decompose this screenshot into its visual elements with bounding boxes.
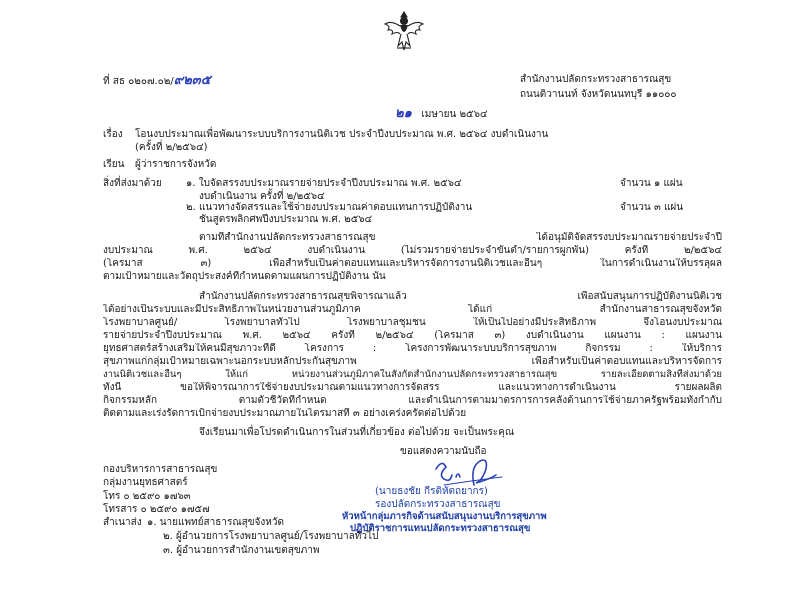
paragraph-1-line-3: (โครมาส ๓) เพื่อสำหรับเป็นค่าตอบแทนและบริหารจัดการงานนิติเวชและอื่นๆ ในการดำเนินงานให้บรรลุผล (103, 258, 722, 269)
cc-item-3: ๓. ผู้อำนวยการสำนักงานเขตสุขภาพ (163, 545, 320, 556)
sender-group: กลุ่มงานยุทธศาสตร์ (103, 477, 188, 488)
sender-fax: โทรสาร ๐ ๒๕๙๐ ๑๗๕๗ (103, 504, 210, 515)
reference-prefix: ที่ สธ ๐๒๐๗.๐๒/ (103, 76, 174, 87)
signer-name: (นายธงชัย กีรติหัตถยากร) (375, 486, 488, 497)
paragraph-2-line-5: ยุทธศาสตร์สร้างเสริมให้คนมีสุขภาวะที่ดี โครงการ : โครงการพัฒนาระบบบริการสุขภาพ กิจกรรม : ให้บริการ (103, 343, 722, 354)
office-address: ถนนติวานนท์ จังหวัดนนทบุรี ๑๑๐๐๐ (520, 89, 677, 100)
sender-telephone: โทร ๐ ๒๕๙๐ ๑๗๖๓ (103, 491, 191, 502)
closing-sentence: จึงเรียนมาเพื่อโปรดดำเนินการในส่วนที่เกี่ยวข้อง ต่อไปด้วย จะเป็นพระคุณ (199, 427, 515, 438)
enclosure-item-2-quantity: จำนวน ๓ แผ่น (620, 202, 684, 213)
paragraph-2-line-6: สุขภาพแก่กลุ่มเป้าหมายเฉพาะนอกระบบหลักประกันสุขภาพ เพื่อสำหรับเป็นค่าตอบแทนและบริหารจัดการ (103, 356, 722, 367)
paragraph-2-line-1: สำนักงานปลัดกระทรวงสาธารณสุขพิจารณาแล้ว เพื่อสนับสนุนการปฏิบัติงานนิติเวช (199, 291, 722, 302)
reference-number-handwritten: ๙๒๓๕ (173, 73, 211, 88)
office-name: สำนักงานปลัดกระทรวงสาธารณสุข (520, 74, 672, 85)
signer-title-1: รองปลัดกระทรวงสาธารณสุข (375, 499, 501, 510)
enclosure-item-2-line-1: ๒. แนวทางจัดสรรและใช้จ่ายงบประมาณค่าตอบแทนการปฏิบัติงาน (186, 202, 473, 213)
regards: ขอแสดงความนับถือ (400, 446, 487, 457)
subject-label: เรื่อง (103, 129, 123, 140)
sender-department: กองบริหารการสาธารณสุข (103, 464, 218, 475)
signer-title-3: ปฏิบัติราชการแทนปลัดกระทรวงสาธารณสุข (350, 523, 531, 534)
salutation-text: ผู้ว่าราชการจังหวัด (135, 159, 217, 170)
enclosure-item-2-line-2: ชันสูตรพลิกศพปีงบประมาณ พ.ศ. ๒๕๖๔ (199, 214, 373, 225)
cc-label: สำเนาส่ง (103, 517, 142, 528)
paragraph-1-line-2: งบประมาณ พ.ศ. ๒๕๖๔ งบดำเนินงาน (ไม่รวมรายจ่ายประจำขั้นต่ำ/รายการผูกพัน) ครั้งที่ ๒/๒๕๖๔ (103, 245, 722, 256)
signer-title-2: หัวหน้ากลุ่มภารกิจด้านสนับสนุนงานบริการสุขภาพ (342, 511, 547, 522)
paragraph-2-line-9: กิจกรรมหลัก ตามตัวชี้วัดที่กำหนด และดำเนินการตามมาตรการการคลังด้านการใช้จ่ายภาครัฐพร้อมทั้งกำกับ (103, 395, 722, 406)
subject-line-2: (ครั้งที่ ๒/๒๕๖๔) (135, 142, 208, 153)
enclosure-item-1-quantity: จำนวน ๑ แผ่น (620, 178, 683, 189)
paragraph-2-line-10: ติดตามและเร่งรัดการเบิกจ่ายงบประมาณภายในไตรมาสที่ ๓ อย่างเคร่งครัดต่อไปด้วย (103, 408, 467, 419)
subject-line-1: โอนงบประมาณเพื่อพัฒนาระบบบริการงานนิติเวช ประจำปีงบประมาณ พ.ศ. ๒๕๖๔ งบดำเนินงาน (135, 129, 549, 140)
date-day-handwritten: ๒๑ (395, 106, 412, 121)
paragraph-2-line-7: งานนิติเวชและอื่นๆ ให้แก่ หน่วยงานส่วนภูมิภาคในสังกัดสำนักงานปลัดกระทรวงสาธารณสุข รายละเอียดตามสิ่งที่ส่งมาด้วย (103, 369, 722, 380)
paragraph-1-line-1: ตามที่สำนักงานปลัดกระทรวงสาธารณสุข ได้อนุมัติจัดสรรงบประมาณรายจ่ายประจำปี (199, 232, 722, 243)
enclosure-item-1-line-2: งบดำเนินงาน ครั้งที่ ๒/๒๕๖๔ (199, 191, 325, 202)
salutation-label: เรียน (103, 159, 125, 170)
garuda-emblem-icon (383, 8, 425, 54)
cc-item-2: ๒. ผู้อำนวยการโรงพยาบาลศูนย์/โรงพยาบาลทั่วไป (163, 531, 379, 542)
paragraph-2-line-4: รายจ่ายประจำปีงบประมาณ พ.ศ. ๒๕๖๔ ครั้งที่ ๒/๒๕๖๔ (โครมาส ๓) งบดำเนินงาน แผนงาน : แผนงาน (103, 330, 722, 341)
paragraph-2-line-8: ทั้งนี้ ขอให้พิจารณาการใช้จ่ายงบประมาณตามแนวทางการจัดสรร และแนวทางการดำเนินงาน รายผลผลิต (103, 382, 722, 393)
reference-number (103, 75, 211, 88)
enclosure-item-1-line-1: ๑. ใบจัดสรรงบประมาณรายจ่ายประจำปีงบประมาณ พ.ศ. ๒๕๖๔ (186, 178, 462, 189)
letter-date (395, 108, 488, 121)
paragraph-2-line-2: ได้อย่างเป็นระบบและมีประสิทธิภาพในหน่วยงานส่วนภูมิภาค ได้แก่ สำนักงานสาธารณสุขจังหวัด (103, 304, 722, 315)
enclosures-label: สิ่งที่ส่งมาด้วย (103, 178, 162, 189)
paragraph-1-line-4: ตามเป้าหมายและวัตถุประสงค์ที่กำหนดตามแผนการปฏิบัติงาน นั้น (103, 271, 386, 282)
paragraph-2-line-3: โรงพยาบาลศูนย์/ โรงพยาบาลทั่วไป โรงพยาบาลชุมชน ให้เป็นไปอย่างมีประสิทธิภาพ จึงโอนงบประมาณ (103, 317, 722, 328)
date-month-year: เมษายน ๒๕๖๔ (421, 109, 488, 120)
cc-item-1: ๑. นายแพทย์สาธารณสุขจังหวัด (147, 517, 284, 528)
